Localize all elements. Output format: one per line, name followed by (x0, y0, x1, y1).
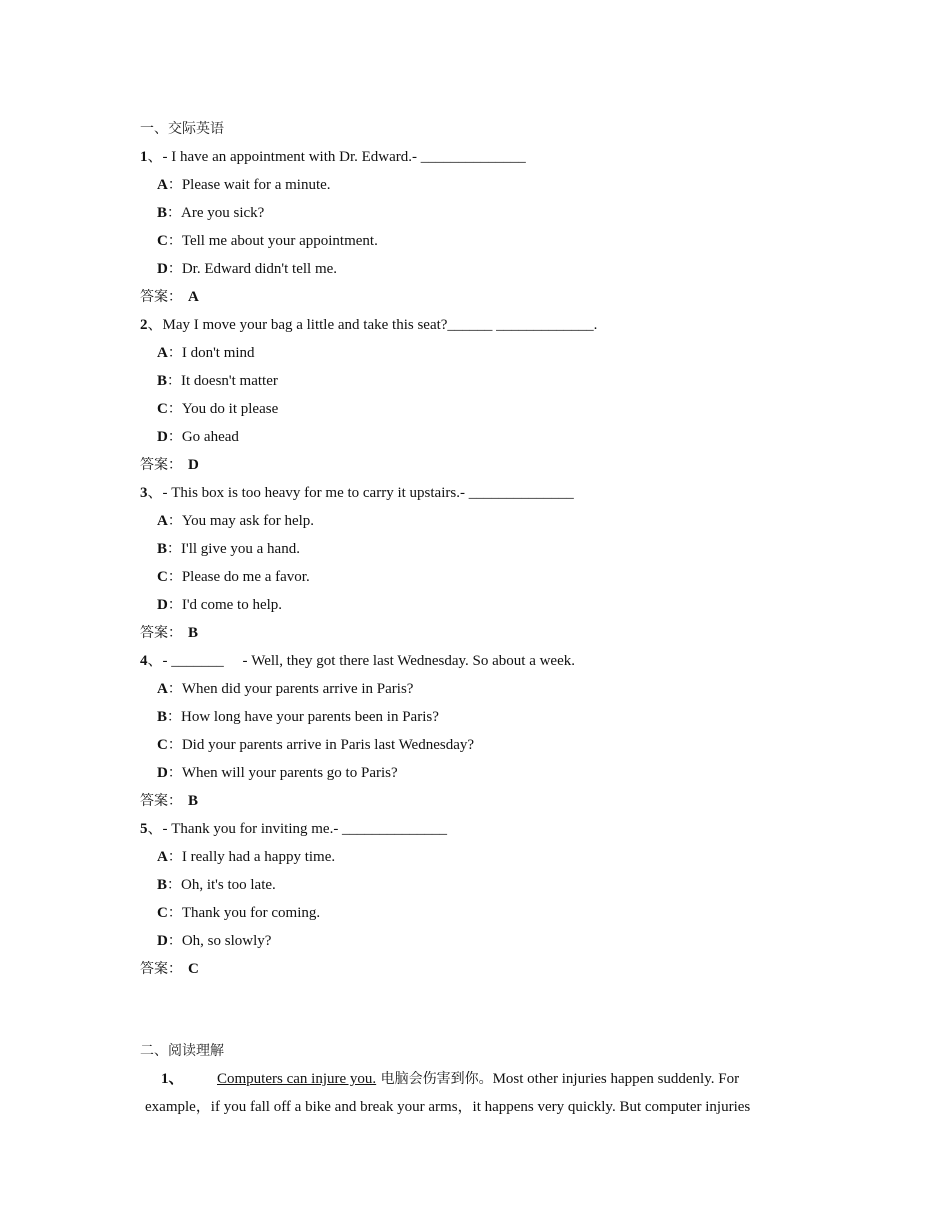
option-letter: C (157, 569, 168, 585)
passage-line (140, 1065, 820, 1093)
answer-option (140, 871, 840, 899)
option-colon: ： (167, 709, 182, 725)
option-colon: ： (167, 569, 182, 585)
answer-option (140, 927, 840, 955)
option-text: Did your parents arrive in Paris last Wednesday? (181, 737, 475, 753)
option-text: It doesn't matter (181, 373, 278, 389)
answer-option (140, 339, 840, 367)
option-colon: ： (167, 765, 182, 781)
answer-option (140, 171, 840, 199)
question-number: 1 (140, 149, 148, 165)
answer-value: B (188, 793, 199, 809)
answer-key (140, 619, 840, 647)
answer-value: C (188, 961, 199, 977)
answer-option (140, 563, 840, 591)
option-letter: A (157, 849, 168, 865)
option-letter: B (157, 709, 168, 725)
option-colon: ： (167, 681, 182, 697)
answer-option (140, 199, 840, 227)
answer-option (140, 507, 840, 535)
section-heading: 二、阅读理解 (140, 1043, 224, 1059)
passage-underlined-sentence: Computers can injure you. (217, 1071, 377, 1087)
option-text: Oh, it's too late. (181, 877, 276, 893)
section-communicative-english (140, 115, 840, 983)
option-letter: C (157, 737, 168, 753)
option-colon: ： (167, 513, 182, 529)
answer-key (140, 787, 840, 815)
option-text: Please do me a favor. (181, 569, 310, 585)
answer-option (140, 535, 840, 563)
option-letter: B (157, 877, 168, 893)
option-colon: ： (167, 373, 182, 389)
answer-value: B (188, 625, 199, 641)
question-stem (140, 815, 840, 843)
option-text: I'll give you a hand. (181, 541, 300, 557)
question-stem (140, 143, 840, 171)
question-block (140, 311, 840, 479)
answer-option (140, 423, 840, 451)
option-text: I'd come to help. (181, 597, 283, 613)
option-letter: A (157, 513, 168, 529)
option-letter: A (157, 177, 168, 193)
answer-option (140, 591, 840, 619)
option-colon: ： (167, 933, 182, 949)
question-number: 5 (140, 821, 148, 837)
passage-chinese-translation: 电脑会伤害到你。 (376, 1071, 493, 1087)
reading-passage (140, 1065, 820, 1121)
question-block (140, 479, 840, 647)
option-text: I really had a happy time. (181, 849, 336, 865)
answer-option (140, 227, 840, 255)
answer-option (140, 759, 840, 787)
question-text: - _______ - Well, they got there last Wednesday. So about a week. (162, 653, 576, 669)
answer-key (140, 451, 840, 479)
option-colon: ： (167, 401, 182, 417)
option-letter: C (157, 401, 168, 417)
option-colon: ： (167, 429, 182, 445)
option-text: You may ask for help. (181, 513, 315, 529)
answer-label: 答案： (140, 793, 182, 809)
answer-label: 答案： (140, 457, 182, 473)
answer-option (140, 395, 840, 423)
question-text: May I move your bag a little and take this seat?______ _____________. (162, 317, 598, 333)
option-text: How long have your parents been in Paris? (181, 709, 439, 725)
option-colon: ： (167, 177, 182, 193)
option-letter: D (157, 933, 168, 949)
answer-key (140, 955, 840, 983)
section-reading (140, 1037, 840, 1065)
passage-number: 1、 (161, 1071, 184, 1087)
answer-option (140, 703, 840, 731)
option-text: When will your parents go to Paris? (181, 765, 398, 781)
option-text: Please wait for a minute. (181, 177, 331, 193)
question-block (140, 815, 840, 983)
option-letter: D (157, 597, 168, 613)
option-colon: ： (167, 849, 182, 865)
option-text: Tell me about your appointment. (181, 233, 378, 249)
question-stem (140, 647, 840, 675)
answer-label: 答案： (140, 625, 182, 641)
question-text: - I have an appointment with Dr. Edward.- ______________ (162, 149, 526, 165)
question-stem (140, 311, 840, 339)
option-colon: ： (167, 737, 182, 753)
question-text: - Thank you for inviting me.- ______________ (162, 821, 448, 837)
question-separator: 、 (147, 149, 163, 165)
option-letter: A (157, 681, 168, 697)
option-letter: B (157, 373, 168, 389)
question-separator: 、 (147, 485, 163, 501)
option-colon: ： (167, 233, 182, 249)
question-separator: 、 (147, 317, 163, 333)
question-separator: 、 (147, 653, 163, 669)
question-list (140, 143, 840, 983)
option-text: Dr. Edward didn't tell me. (181, 261, 338, 277)
option-text: You do it please (181, 401, 279, 417)
answer-label: 答案： (140, 289, 182, 305)
question-block (140, 647, 840, 815)
option-letter: A (157, 345, 168, 361)
answer-option (140, 675, 840, 703)
option-letter: D (157, 261, 168, 277)
section-heading: 一、交际英语 (140, 121, 224, 137)
question-text: - This box is too heavy for me to carry it upstairs.- ______________ (162, 485, 574, 501)
option-letter: D (157, 765, 168, 781)
option-text: Oh, so slowly? (181, 933, 272, 949)
answer-option (140, 367, 840, 395)
option-letter: B (157, 205, 168, 221)
option-letter: B (157, 541, 168, 557)
option-colon: ： (167, 877, 182, 893)
answer-label: 答案： (140, 961, 182, 977)
option-colon: ： (167, 597, 182, 613)
option-colon: ： (167, 261, 182, 277)
option-text: I don't mind (181, 345, 255, 361)
answer-option (140, 255, 840, 283)
option-text: Go ahead (181, 429, 239, 445)
option-letter: C (157, 905, 168, 921)
question-number: 2 (140, 317, 148, 333)
answer-value: A (188, 289, 199, 305)
option-colon: ： (167, 905, 182, 921)
question-separator: 、 (147, 821, 163, 837)
option-colon: ： (167, 205, 182, 221)
question-stem (140, 479, 840, 507)
option-colon: ： (167, 345, 182, 361)
answer-option (140, 731, 840, 759)
option-letter: C (157, 233, 168, 249)
option-text: Are you sick? (181, 205, 265, 221)
question-block (140, 143, 840, 311)
answer-option (140, 899, 840, 927)
answer-value: D (188, 457, 199, 473)
option-colon: ： (167, 541, 182, 557)
option-text: When did your parents arrive in Paris? (181, 681, 414, 697)
question-number: 3 (140, 485, 148, 501)
passage-line: example，if you fall off a bike and break your arms，it happens very quickly. But computer injuries (145, 1099, 751, 1115)
answer-option (140, 843, 840, 871)
option-letter: D (157, 429, 168, 445)
option-text: Thank you for coming. (181, 905, 321, 921)
question-number: 4 (140, 653, 148, 669)
passage-text: Most other injuries happen suddenly. For (492, 1071, 740, 1087)
answer-key (140, 283, 840, 311)
